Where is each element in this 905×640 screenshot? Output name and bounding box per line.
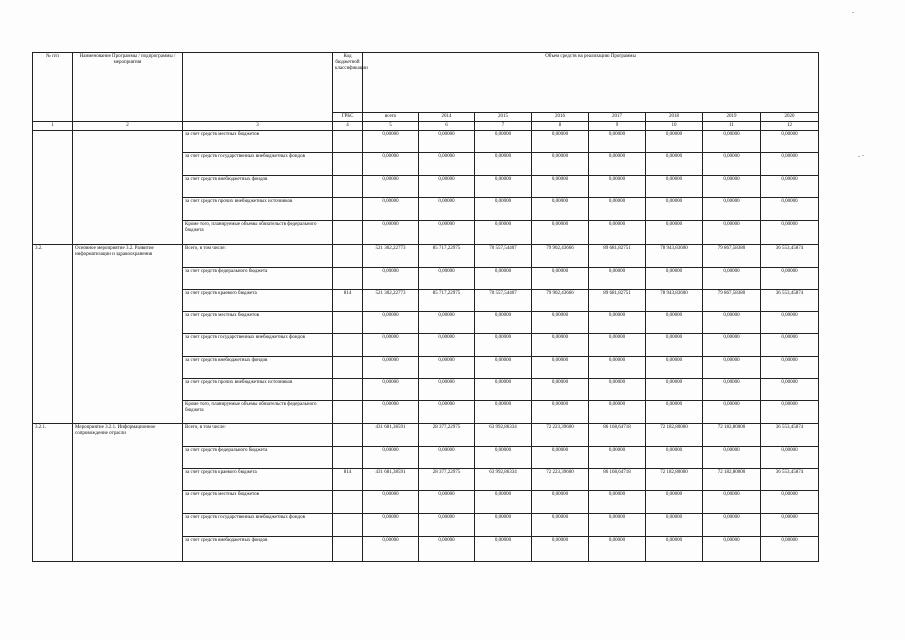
year-value: 78 943,83600 [646,290,703,312]
year-value: 36 553,45874 [761,245,819,268]
year-value: 72 182,80000 [703,424,761,447]
year-value: 36 553,45874 [761,469,819,491]
year-value: 0,00000 [532,357,589,379]
total-value: 0,00000 [363,221,419,245]
grbs-code [333,131,363,153]
grbs-code [333,153,363,176]
header-code: Код бюджетной классификации [333,53,363,113]
year-value: 86 168,64718 [589,424,646,447]
year-value: 72 182,80000 [703,469,761,491]
funding-source: за счет средств краевого бюджета [183,290,333,312]
year-value: 0,00000 [589,312,646,334]
grbs-code [333,268,363,290]
header-year: 2017 [589,113,646,122]
row-number [33,131,73,245]
header-volume: Объем средств на реализацию Программы [363,53,819,113]
funding-source: Всего, в том числе: [183,424,333,447]
header-year: 2018 [646,113,703,122]
total-value: 0,00000 [363,491,419,514]
year-value: 79 902,43666 [532,290,589,312]
year-value: 0,00000 [532,131,589,153]
year-value: 28 377,22975 [419,424,475,447]
year-value: 72 182,80000 [646,424,703,447]
year-value: 79 867,58380 [703,290,761,312]
year-value: 0,00000 [419,379,475,401]
year-value: 0,00000 [419,334,475,357]
year-value: 0,00000 [589,334,646,357]
program-funding-table [32,52,819,562]
year-value: 0,00000 [589,198,646,221]
year-value: 0,00000 [532,447,589,469]
grbs-code [333,245,363,268]
row-number: 3.2. [33,245,73,424]
year-value: 0,00000 [761,198,819,221]
year-value: 0,00000 [419,514,475,537]
column-number: 5 [363,122,419,131]
year-value: 0,00000 [761,312,819,334]
total-value: 0,00000 [363,176,419,198]
year-value: 0,00000 [589,379,646,401]
year-value: 0,00000 [532,268,589,290]
row-number: 3.2.1. [33,424,73,562]
measure-name [73,131,183,245]
year-value: 0,00000 [703,334,761,357]
column-number: 3 [183,122,333,131]
year-value: 0,00000 [703,447,761,469]
year-value: 0,00000 [703,312,761,334]
year-value: 0,00000 [532,221,589,245]
total-value: 0,00000 [363,198,419,221]
grbs-code [333,401,363,424]
total-value: 431 681,38591 [363,424,419,447]
year-value: 0,00000 [646,379,703,401]
header-total: всего [363,113,419,122]
year-value: 0,00000 [475,357,532,379]
grbs-code [333,491,363,514]
year-value: 0,00000 [532,153,589,176]
year-value: 0,00000 [419,447,475,469]
year-value: 0,00000 [703,514,761,537]
year-value: 70 557,54407 [475,245,532,268]
year-value: 0,00000 [761,357,819,379]
year-value: 0,00000 [419,357,475,379]
header-year: 2019 [703,113,761,122]
funding-source: за счет средств государственных внебюджетных фондов [183,153,333,176]
grbs-code [333,537,363,562]
year-value: 0,00000 [475,537,532,562]
year-value: 0,00000 [761,537,819,562]
year-value: 0,00000 [761,176,819,198]
column-number-row [33,122,819,131]
year-value: 0,00000 [761,334,819,357]
year-value: 0,00000 [703,401,761,424]
measure-name: Мероприятие 3.2.1. Информационное сопровождение отрасли [73,424,183,562]
year-value: 0,00000 [589,401,646,424]
column-number: 6 [419,122,475,131]
year-value: 0,00000 [646,153,703,176]
year-value: 0,00000 [419,221,475,245]
grbs-code: 814 [333,469,363,491]
grbs-code [333,312,363,334]
year-value: 86 168,64718 [589,469,646,491]
year-value: 0,00000 [475,401,532,424]
header-year: 2016 [532,113,589,122]
funding-source: за счет средств прочих внебюджетных источников [183,198,333,221]
total-value: 0,00000 [363,514,419,537]
table-row [33,424,819,447]
year-value: 0,00000 [589,268,646,290]
grbs-code [333,514,363,537]
year-value: 72 223,39600 [532,424,589,447]
grbs-code [333,198,363,221]
year-value: 0,00000 [703,379,761,401]
measure-name: Основное мероприятие 3.2. Развитие информатизации и здравоохранения [73,245,183,424]
year-value: 0,00000 [532,491,589,514]
year-value: 0,00000 [419,131,475,153]
scan-speck [858,156,860,157]
column-number: 12 [761,122,819,131]
year-value: 0,00000 [419,537,475,562]
year-value: 0,00000 [646,221,703,245]
funding-source: за счет средств федерального бюджета [183,268,333,290]
year-value: 72 182,80000 [646,469,703,491]
year-value: 79 867,58380 [703,245,761,268]
year-value: 0,00000 [761,401,819,424]
column-number: 11 [703,122,761,131]
year-value: 0,00000 [475,268,532,290]
year-value: 0,00000 [646,401,703,424]
scan-speck [852,12,854,13]
year-value: 0,00000 [703,357,761,379]
grbs-code [333,424,363,447]
column-number: 9 [589,122,646,131]
year-value: 0,00000 [532,176,589,198]
funding-source: за счет средств государственных внебюджетных фондов [183,334,333,357]
year-value: 0,00000 [761,491,819,514]
header-grbs: ГРБС [333,113,363,122]
year-value: 0,00000 [419,312,475,334]
year-value: 0,00000 [646,312,703,334]
year-value: 0,00000 [703,537,761,562]
header-year: 2014 [419,113,475,122]
grbs-code [333,379,363,401]
year-value: 0,00000 [419,268,475,290]
year-value: 0,00000 [475,334,532,357]
year-value: 0,00000 [761,379,819,401]
year-value: 0,00000 [475,312,532,334]
year-value: 85 717,22975 [419,245,475,268]
year-value: 0,00000 [532,334,589,357]
year-value: 0,00000 [475,379,532,401]
header-blank [183,53,333,122]
year-value: 0,00000 [761,221,819,245]
year-value: 0,00000 [646,447,703,469]
column-number: 1 [33,122,73,131]
year-value: 0,00000 [703,221,761,245]
year-value: 85 717,22975 [419,290,475,312]
year-value: 70 557,54407 [475,290,532,312]
year-value: 36 553,45874 [761,424,819,447]
column-number: 7 [475,122,532,131]
year-value: 36 553,45874 [761,290,819,312]
funding-source: за счет средств местных бюджетов [183,312,333,334]
total-value: 0,00000 [363,379,419,401]
year-value: 0,00000 [703,268,761,290]
year-value: 0,00000 [419,153,475,176]
funding-source: за счет средств внебюджетных фондов [183,537,333,562]
scan-speck [862,155,864,156]
year-value: 0,00000 [589,491,646,514]
year-value: 0,00000 [589,153,646,176]
year-value: 0,00000 [532,514,589,537]
year-value: 79 902,43666 [532,245,589,268]
grbs-code [333,221,363,245]
year-value: 0,00000 [703,131,761,153]
year-value: 89 681,82751 [589,290,646,312]
total-value: 431 681,38591 [363,469,419,491]
total-value: 0,00000 [363,537,419,562]
funding-source: за счет средств местных бюджетов [183,131,333,153]
header-year: 2015 [475,113,532,122]
year-value: 0,00000 [475,221,532,245]
column-number: 4 [333,122,363,131]
year-value: 0,00000 [589,131,646,153]
total-value: 521 302,22773 [363,245,419,268]
year-value: 0,00000 [646,491,703,514]
year-value: 63 992,86334 [475,469,532,491]
year-value: 0,00000 [646,334,703,357]
total-value: 0,00000 [363,334,419,357]
year-value: 0,00000 [475,198,532,221]
year-value: 0,00000 [532,537,589,562]
year-value: 0,00000 [475,491,532,514]
total-value: 0,00000 [363,268,419,290]
year-value: 63 992,86334 [475,424,532,447]
year-value: 0,00000 [589,221,646,245]
year-value: 0,00000 [646,268,703,290]
year-value: 0,00000 [419,401,475,424]
total-value: 0,00000 [363,401,419,424]
year-value: 0,00000 [761,131,819,153]
funding-source: Всего, в том числе: [183,245,333,268]
header-row [33,53,819,113]
column-number: 2 [73,122,183,131]
year-value: 0,00000 [646,131,703,153]
year-value: 0,00000 [589,447,646,469]
funding-source: Кроме того, планируемые объемы обязательств федерального бюджета [183,221,333,245]
year-value: 0,00000 [646,537,703,562]
year-value: 0,00000 [419,198,475,221]
year-value: 0,00000 [475,514,532,537]
column-number: 10 [646,122,703,131]
funding-source: за счет средств внебюджетных фондов [183,357,333,379]
year-value: 0,00000 [703,491,761,514]
funding-source: Кроме того, планируемые объемы обязательств федерального бюджета [183,401,333,424]
total-value: 0,00000 [363,153,419,176]
table-row [33,131,819,153]
grbs-code [333,334,363,357]
funding-source: за счет средств федерального бюджета [183,447,333,469]
grbs-code [333,176,363,198]
total-value: 0,00000 [363,447,419,469]
year-value: 28 377,22975 [419,469,475,491]
year-value: 0,00000 [646,176,703,198]
funding-source: за счет средств местных бюджетов [183,491,333,514]
year-value: 0,00000 [761,268,819,290]
year-value: 0,00000 [589,357,646,379]
total-value: 0,00000 [363,357,419,379]
column-number: 8 [532,122,589,131]
funding-source: за счет средств краевого бюджета [183,469,333,491]
year-value: 0,00000 [475,131,532,153]
year-value: 0,00000 [589,514,646,537]
year-value: 0,00000 [532,198,589,221]
year-value: 0,00000 [703,176,761,198]
year-value: 0,00000 [589,176,646,198]
year-value: 0,00000 [646,198,703,221]
year-value: 0,00000 [419,176,475,198]
year-value: 0,00000 [532,312,589,334]
header-name: Наименование Программы / подпрограммы / мероприятия [73,53,183,122]
year-value: 89 681,82751 [589,245,646,268]
year-value: 0,00000 [475,447,532,469]
funding-source: за счет средств прочих внебюджетных источников [183,379,333,401]
year-value: 0,00000 [475,176,532,198]
total-value: 521 302,22773 [363,290,419,312]
year-value: 0,00000 [419,491,475,514]
total-value: 0,00000 [363,131,419,153]
year-value: 0,00000 [761,447,819,469]
year-value: 0,00000 [646,357,703,379]
year-value: 0,00000 [703,153,761,176]
year-value: 0,00000 [761,514,819,537]
year-value: 0,00000 [532,401,589,424]
total-value: 0,00000 [363,312,419,334]
funding-source: за счет средств государственных внебюджетных фондов [183,514,333,537]
year-value: 0,00000 [532,379,589,401]
year-value: 78 943,83600 [646,245,703,268]
table-row [33,245,819,268]
grbs-code [333,447,363,469]
grbs-code: 814 [333,290,363,312]
year-value: 0,00000 [475,153,532,176]
year-value: 72 223,39600 [532,469,589,491]
header-num: № п/п [33,53,73,122]
year-value: 0,00000 [589,537,646,562]
table-body [33,53,819,562]
year-value: 0,00000 [703,198,761,221]
year-value: 0,00000 [761,153,819,176]
header-year: 2020 [761,113,819,122]
grbs-code [333,357,363,379]
funding-source: за счет средств внебюджетных фондов [183,176,333,198]
year-value: 0,00000 [646,514,703,537]
